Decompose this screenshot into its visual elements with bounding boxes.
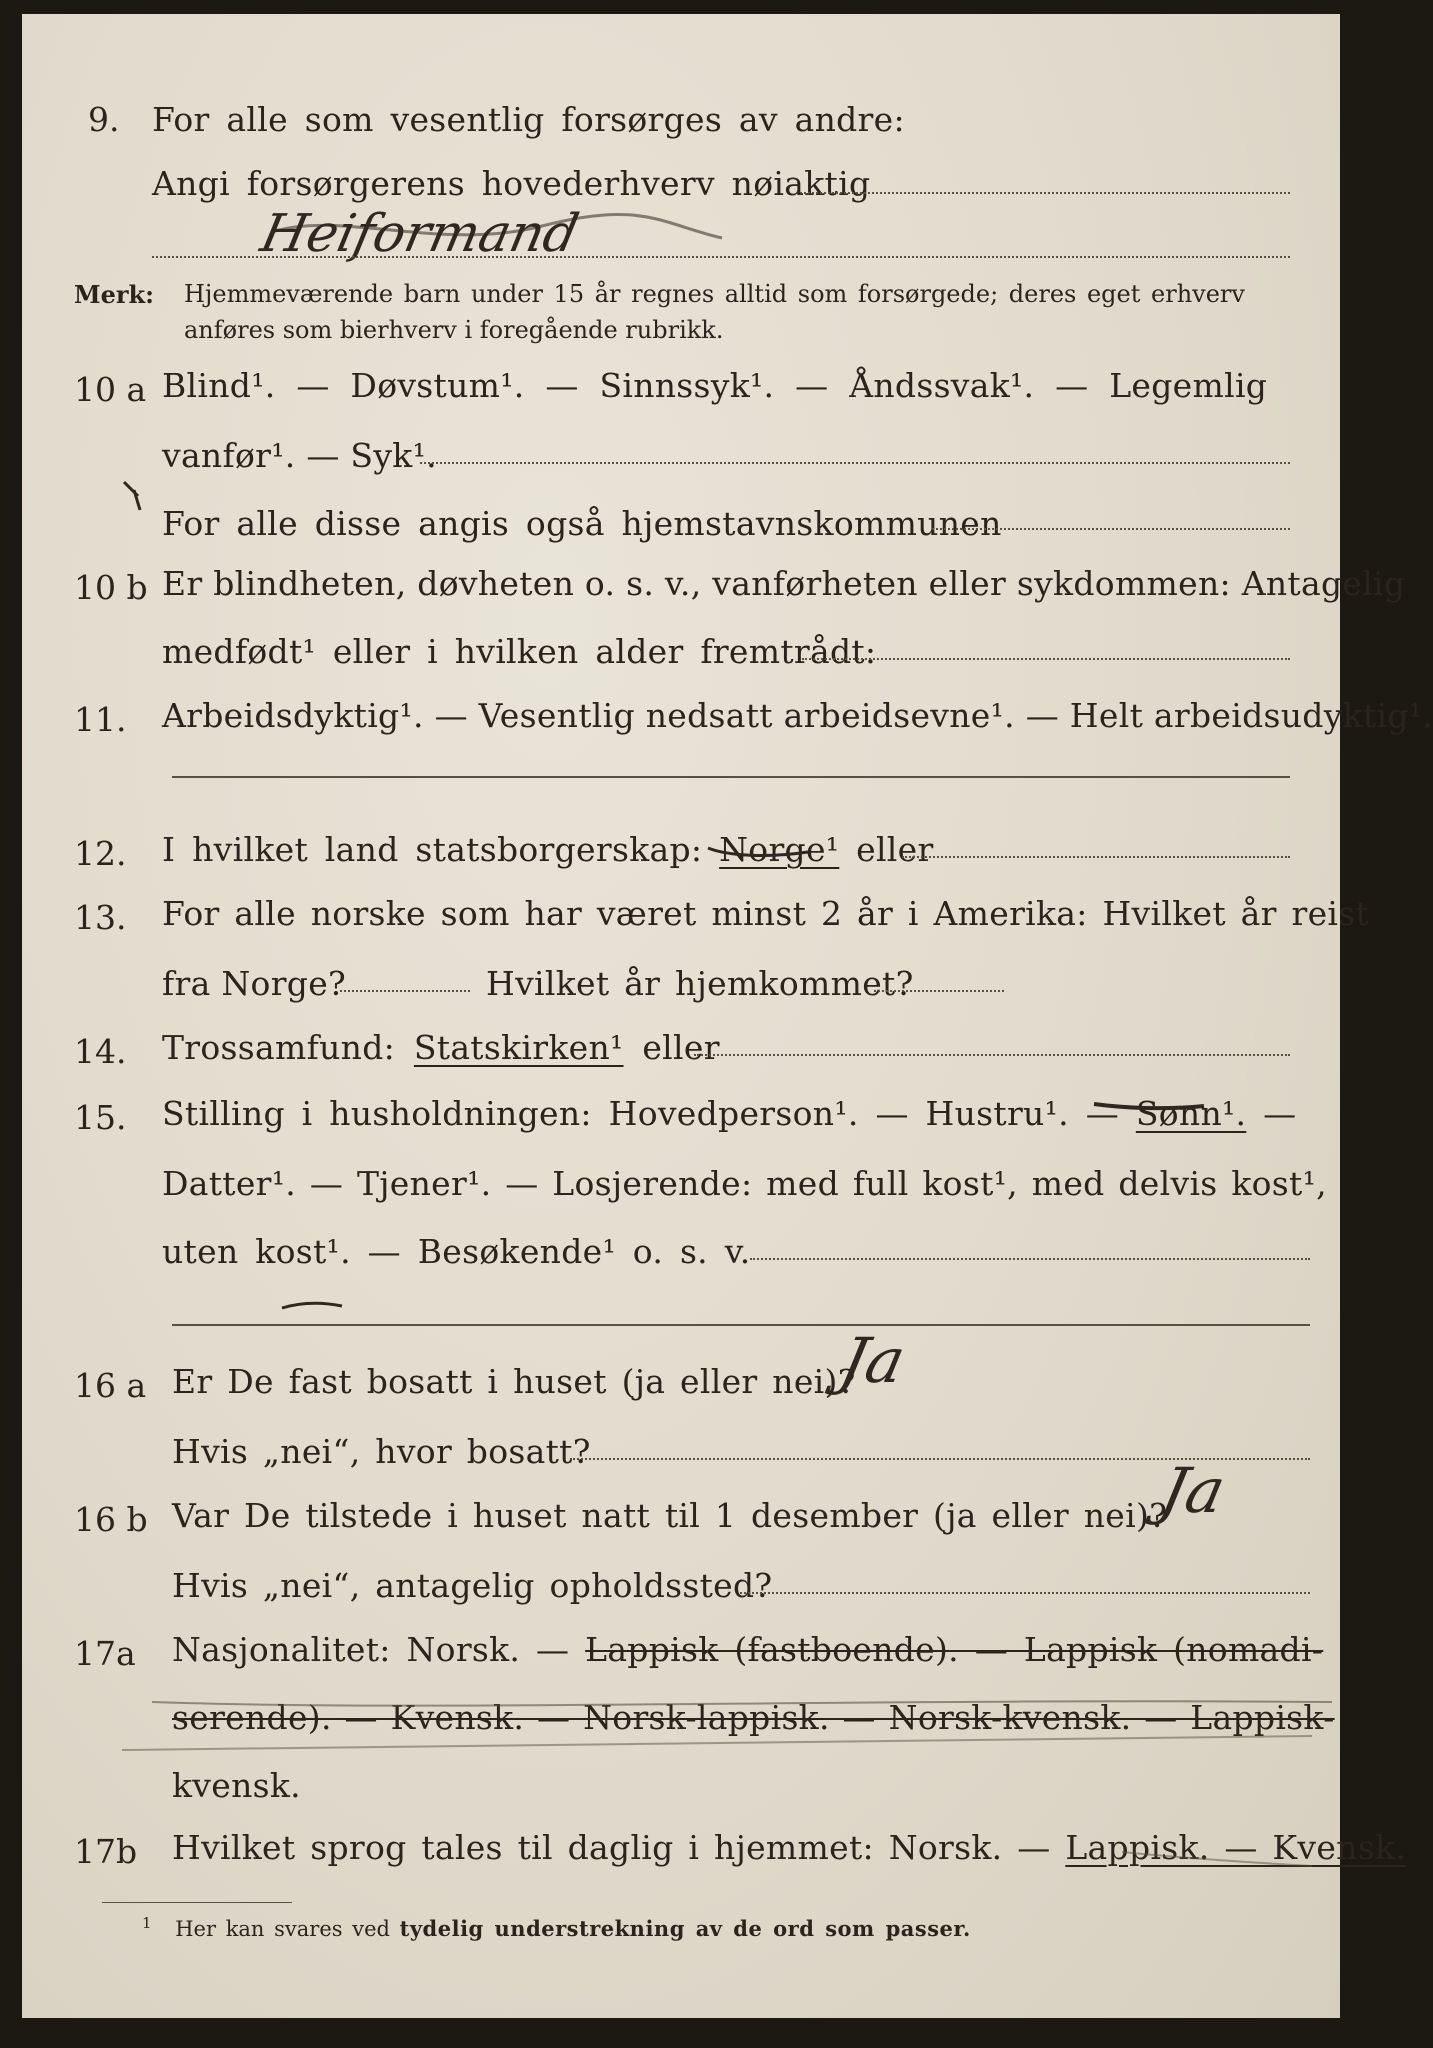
q10b-number: 10 b: [74, 568, 148, 607]
q12-suffix: eller: [856, 830, 934, 869]
q9-line1: For alle som vesentlig forsørges av andre:: [152, 100, 905, 139]
q13-number: 13.: [74, 898, 127, 937]
q9-line2: Angi forsørgerens hovederhverv nøiaktig: [152, 164, 871, 203]
q15-line1b: —: [1263, 1094, 1297, 1133]
q17b-number: 17b: [74, 1832, 138, 1871]
q14-suffix: eller: [642, 1028, 720, 1067]
q10a-line2: vanfør¹. — Syk¹.: [162, 436, 437, 475]
q15-line2: Datter¹. — Tjener¹. — Losjerende: med full kost¹, med delvis kost¹,: [162, 1164, 1327, 1203]
q12-number: 12.: [74, 834, 127, 873]
q16a-handwritten-answer: Ja: [834, 1324, 912, 1397]
q17a-line1b-struck: Lappisk (fastboende). — Lappisk (nomadi-: [585, 1630, 1324, 1669]
handwritten-ink-strokes: [22, 14, 1340, 2018]
footnote-mark: 1: [142, 1914, 152, 1932]
q17a-line1a: Nasjonalitet: Norsk. —: [172, 1630, 570, 1669]
q9-handwritten-answer: Heiformand: [255, 204, 584, 264]
q11-number: 11.: [74, 700, 127, 739]
q13-line1: For alle norske som har været minst 2 år i Amerika: Hvilket år reist: [162, 894, 1370, 933]
merk-line1: Hjemmeværende barn under 15 år regnes alltid som forsørgede; deres eget erhverv: [184, 280, 1245, 308]
q15-line3: uten kost¹. — Besøkende¹ o. s. v.: [162, 1232, 751, 1271]
q16b-line1: Var De tilstede i huset natt til 1 desember (ja eller nei)?: [172, 1496, 1168, 1535]
q16b-line2: Hvis „nei“, antagelig opholdssted?: [172, 1566, 773, 1605]
q15-number: 15.: [74, 1098, 127, 1137]
q17a-line3: kvensk.: [172, 1766, 301, 1805]
q15-line1a: Stilling i husholdningen: Hovedperson¹. — Hustru¹. —: [162, 1094, 1120, 1133]
q13-line2a: fra Norge?: [162, 964, 347, 1003]
q14-statskirken-underlined: Statskirken¹: [413, 1028, 624, 1067]
q10a-line3: For alle disse angis også hjemstavnskommunen: [162, 504, 1002, 543]
q17b-line1a: Hvilket sprog tales til daglig i hjemmet: Norsk. —: [172, 1828, 1051, 1867]
q17a-line2-struck: serende). — Kvensk. — Norsk-lappisk. — Norsk-kvensk. — Lappisk-: [172, 1698, 1335, 1737]
q10a-line1: Blind¹. — Døvstum¹. — Sinnssyk¹. — Åndssvak¹. — Legemlig: [162, 366, 1268, 405]
footnote-text-a: Her kan svares ved: [175, 1917, 390, 1941]
merk-line2: anføres som bierhverv i foregående rubrikk.: [184, 316, 724, 344]
q9-number: 9.: [88, 100, 120, 139]
q17a-number: 17a: [74, 1634, 136, 1673]
merk-label: Merk:: [74, 280, 154, 309]
q10a-number: 10 a: [74, 370, 147, 409]
q14-number: 14.: [74, 1032, 127, 1071]
q16a-number: 16 a: [74, 1366, 147, 1405]
footnote-text-b: tydelig understrekning av de ord som passer.: [399, 1916, 971, 1941]
q10b-line2: medfødt¹ eller i hvilken alder fremtrådt:: [162, 632, 877, 671]
q12-norge-underlined: Norge¹: [719, 830, 840, 869]
q16b-handwritten-answer: Ja: [1154, 1454, 1232, 1527]
census-form-page: [22, 14, 1433, 2018]
q14-prefix: Trossamfund:: [162, 1028, 396, 1067]
q10b-line1: Er blindheten, døvheten o. s. v., vanførheten eller sykdommen: Antagelig: [162, 564, 1406, 603]
q16a-line1: Er De fast bosatt i huset (ja eller nei)?: [172, 1362, 856, 1401]
q11-line1: Arbeidsdyktig¹. — Vesentlig nedsatt arbeidsevne¹. — Helt arbeidsudyktig¹.: [162, 696, 1433, 735]
q16a-line2: Hvis „nei“, hvor bosatt?: [172, 1432, 591, 1471]
q17b-line1b-underlined: Lappisk. — Kvensk.: [1065, 1828, 1407, 1867]
q15-sonn-underlined: Sønn¹.: [1135, 1094, 1247, 1133]
q13-line2b: Hvilket år hjemkommet?: [486, 964, 914, 1003]
q16b-number: 16 b: [74, 1500, 148, 1539]
q12-prefix: I hvilket land statsborgerskap:: [162, 830, 703, 869]
